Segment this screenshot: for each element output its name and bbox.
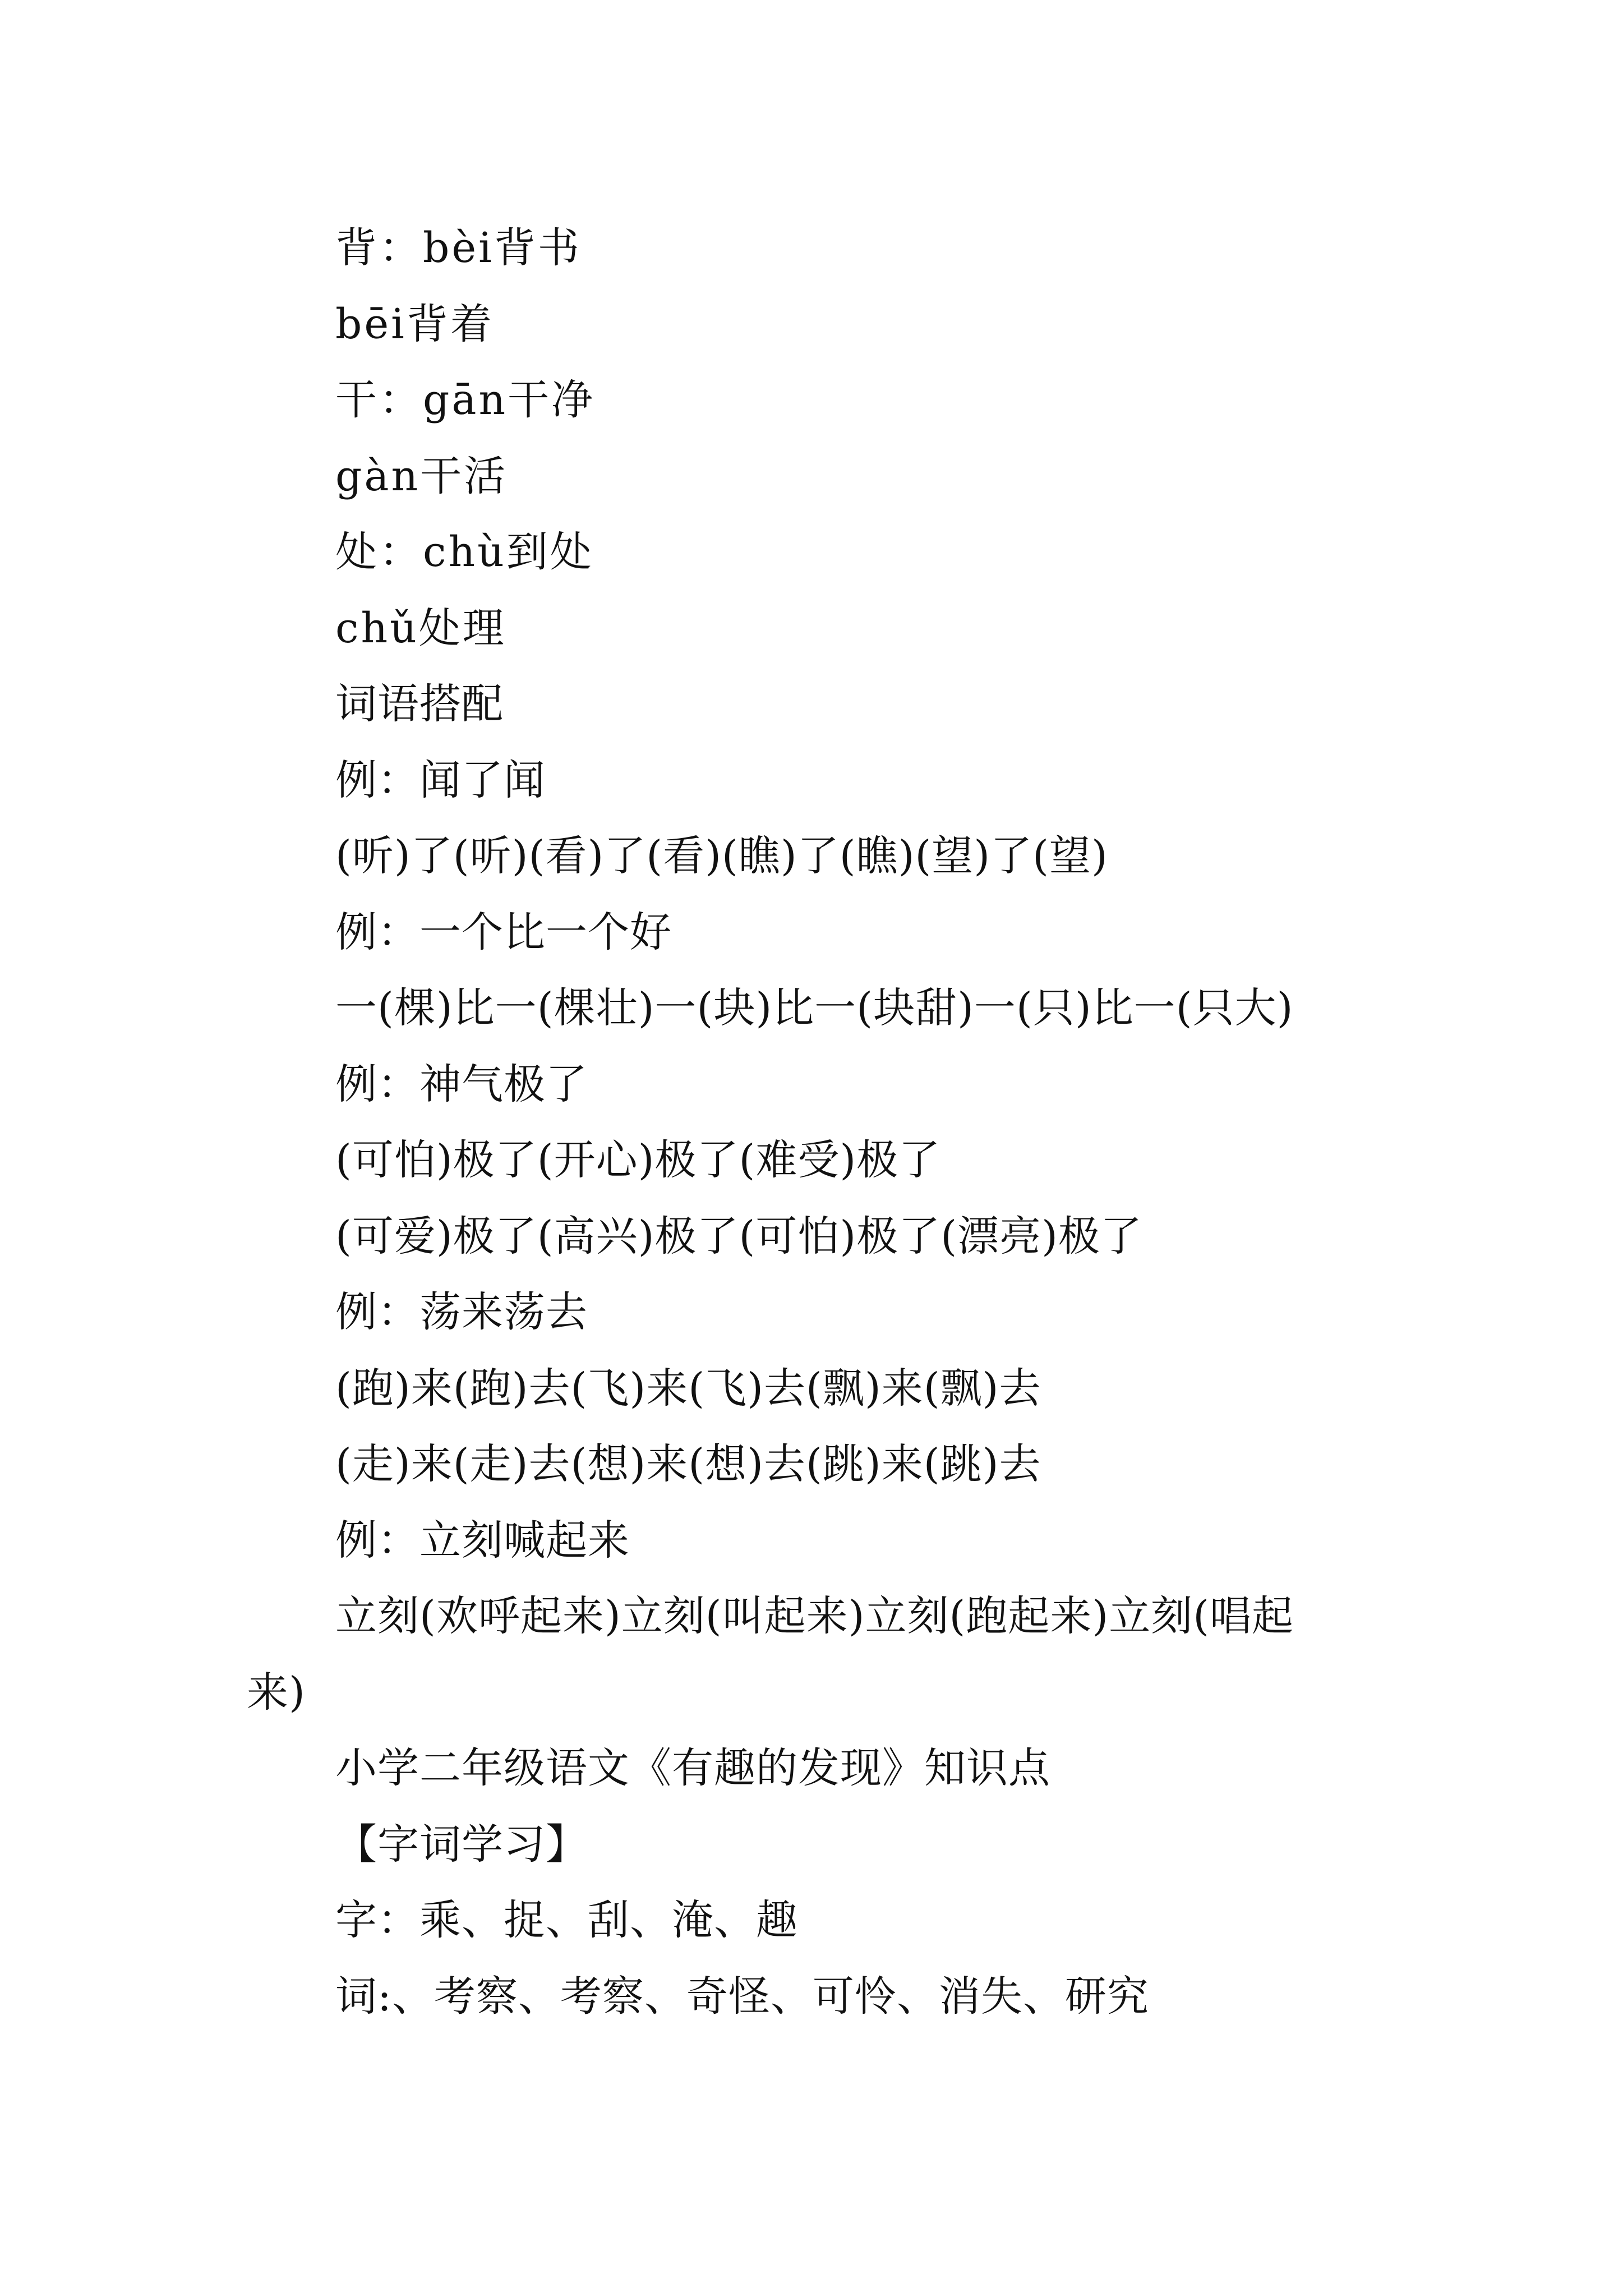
- answer-line: (可爱)极了(高兴)极了(可怕)极了(漂亮)极了: [335, 1212, 1142, 1260]
- answer-line: 立刻(欢呼起来)立刻(叫起来)立刻(跑起来)立刻(唱起: [335, 1592, 1294, 1640]
- pinyin-line-gan1: 干：gān干净: [335, 376, 596, 424]
- example-line: 例：神气极了: [335, 1060, 588, 1108]
- lesson-title: 小学二年级语文《有趣的发现》知识点: [335, 1744, 1050, 1792]
- answer-line: (走)来(走)去(想)来(想)去(跳)来(跳)去: [335, 1440, 1041, 1488]
- answer-line: (可怕)极了(开心)极了(难受)极了: [335, 1136, 941, 1184]
- pinyin-line-chu3: chǔ处理: [335, 604, 506, 652]
- section-heading-word-pairing: 词语搭配: [335, 680, 504, 728]
- pinyin-line-gan4: gàn干活: [335, 452, 508, 500]
- words-line: 词:、考察、考察、奇怪、可怜、消失、研究: [335, 1972, 1149, 2021]
- section-heading-vocabulary: 【字词学习】: [335, 1820, 588, 1869]
- characters-line: 字：乘、捉、刮、淹、趣: [335, 1896, 798, 1944]
- answer-line: 一(棵)比一(棵壮)一(块)比一(块甜)一(只)比一(只大): [335, 984, 1294, 1032]
- example-line: 例：荡来荡去: [335, 1288, 588, 1336]
- pinyin-line-bei1: bēi背着: [335, 300, 494, 348]
- example-line: 例：闻了闻: [335, 756, 546, 804]
- answer-line-continuation: 来): [247, 1668, 306, 1717]
- pinyin-line-chu4: 处：chù到处: [335, 528, 594, 576]
- pinyin-line-bei4: 背：bèi背书: [335, 224, 582, 272]
- example-line: 例：立刻喊起来: [335, 1516, 630, 1565]
- example-line: 例：一个比一个好: [335, 908, 672, 956]
- answer-line: (听)了(听)(看)了(看)(瞧)了(瞧)(望)了(望): [335, 832, 1108, 880]
- document-body: [247, 210, 1402, 2035]
- answer-line: (跑)来(跑)去(飞)来(飞)去(飘)来(飘)去: [335, 1364, 1041, 1412]
